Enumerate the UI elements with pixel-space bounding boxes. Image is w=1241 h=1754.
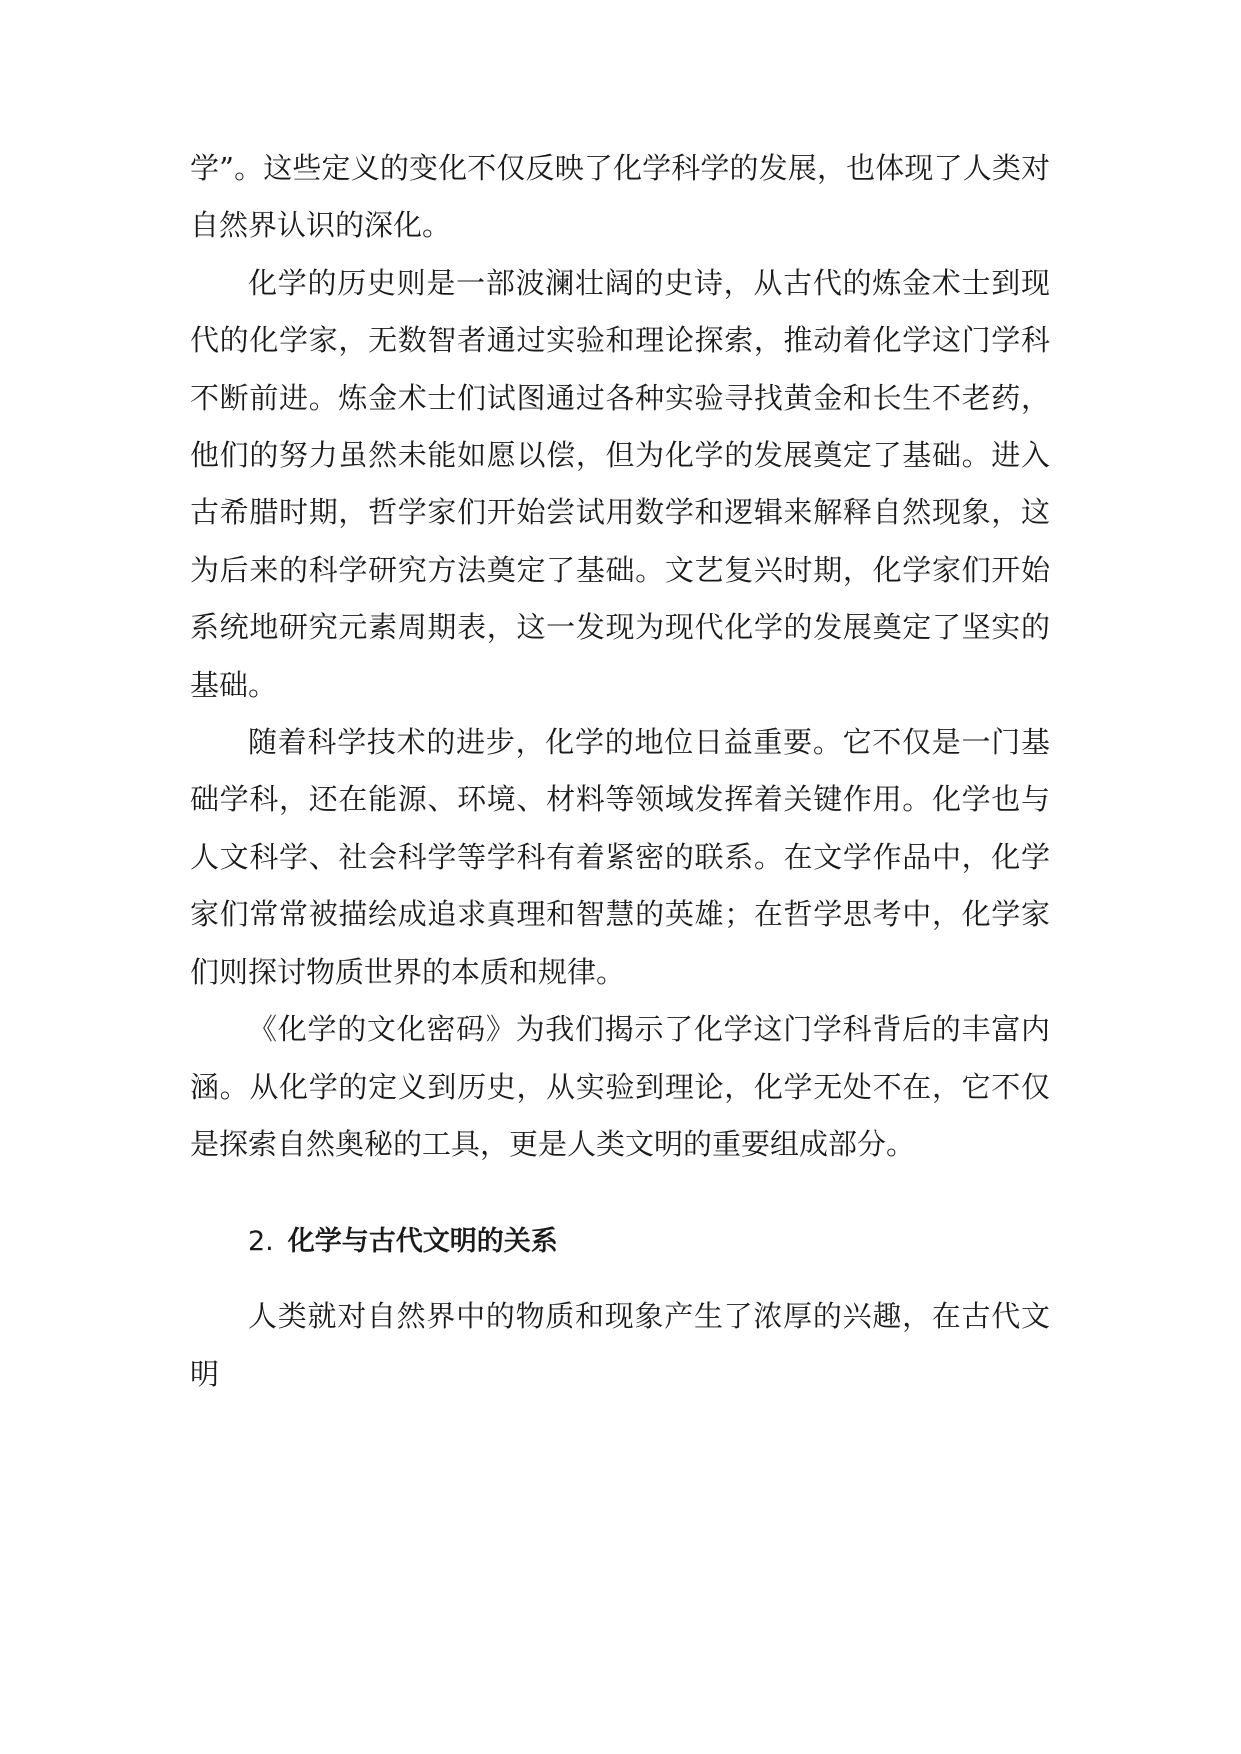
document-page bbox=[190, 140, 1050, 1403]
section-paragraph: 人类就对自然界中的物质和现象产生了浓厚的兴趣，在古代文明 bbox=[190, 1299, 1050, 1391]
paragraph-history: 化学的历史则是一部波澜壮阔的史诗，从古代的炼金术士到现代的化学家，无数智者通过实验和理论探索，推动着化学这门学科不断前进。炼金术士们试图通过各种实验寻找黄金和长生不老药，他们的努力虽然未能如愿以偿，但为化学的发展奠定了基础。进入古希腊时期，哲学家们开始尝试用数学和逻辑来解释自然现象，这为后来的科学研究方法奠定了基础。文艺复兴时期，化学家们开始系统地研究元素周期表，这一发现为现代化学的发展奠定了坚实的基础。 bbox=[190, 265, 1050, 702]
section-number: 2. bbox=[248, 1226, 274, 1258]
paragraph-summary: 《化学的文化密码》为我们揭示了化学这门学科背后的丰富内涵。从化学的定义到历史，从实验到理论，化学无处不在，它不仅是探索自然奥秘的工具，更是人类文明的重要组成部分。 bbox=[190, 1012, 1050, 1161]
section-heading bbox=[190, 1213, 1050, 1270]
section-title: 化学与古代文明的关系 bbox=[287, 1226, 558, 1258]
paragraph-continued: 学”。这些定义的变化不仅反映了化学科学的发展，也体现了人类对自然界认识的深化。 bbox=[190, 151, 1050, 243]
paragraph-importance: 随着科学技术的进步，化学的地位日益重要。它不仅是一门基础学科，还在能源、环境、材料等领域发挥着关键作用。化学也与人文科学、社会科学等学科有着紧密的联系。在文学作品中，化学家们常常被描绘成追求真理和智慧的英雄；在哲学思考中，化学家们则探讨物质世界的本质和规律。 bbox=[190, 725, 1050, 989]
